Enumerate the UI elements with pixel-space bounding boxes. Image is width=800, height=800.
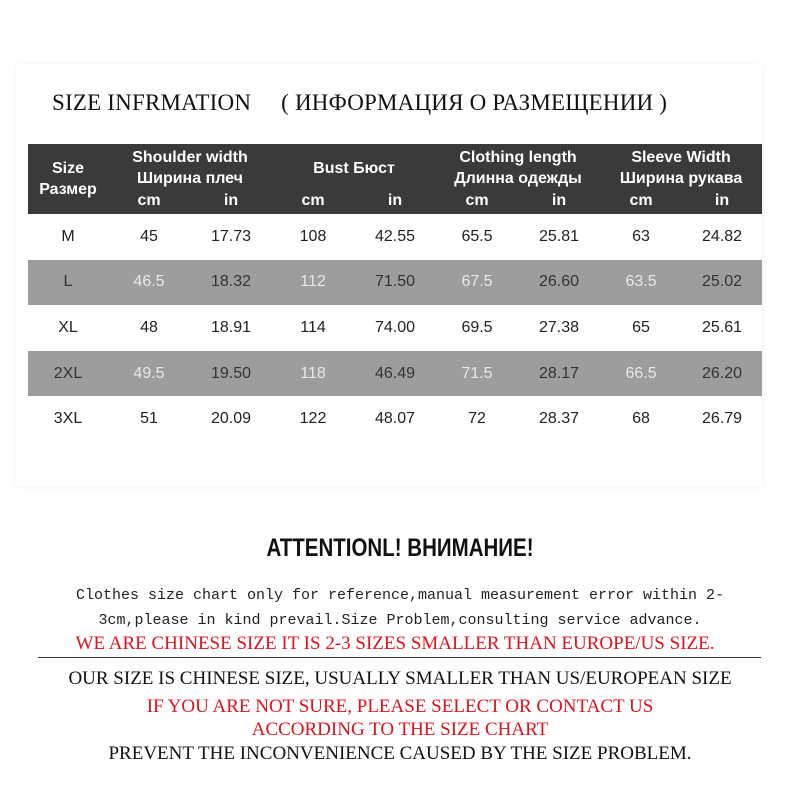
table-cell: 48.07 xyxy=(374,410,416,428)
table-cell: 49.5 xyxy=(133,364,165,382)
group-header-line2: Ширина рукава xyxy=(619,170,743,187)
size-notice-line: OUR SIZE IS CHINESE SIZE, USUALLY SMALLER THAN US/EUROPEAN SIZE xyxy=(68,668,732,689)
table-cell: 65.5 xyxy=(461,227,493,245)
unit-cm-header: cm xyxy=(465,192,489,209)
size-chart-notice-line: ACCORDING TO THE SIZE CHART xyxy=(251,719,549,740)
size-column-header xyxy=(28,144,108,214)
size-cell: XL xyxy=(58,318,78,336)
chinese-size-warning: WE ARE CHINESE SIZE IT IS 2-3 SIZES SMALLER THAN EUROPE/US SIZE. xyxy=(75,633,715,654)
table-cell: 25.61 xyxy=(702,318,743,336)
table-cell: 28.37 xyxy=(539,410,580,428)
table-cell: 42.55 xyxy=(374,227,416,245)
group-header-line1: Clothing length xyxy=(459,149,577,166)
table-cell: 108 xyxy=(299,227,327,245)
table-cell: 20.09 xyxy=(210,410,252,428)
table-cell: 69.5 xyxy=(461,318,493,336)
unit-in-header: in xyxy=(387,192,403,209)
size-cell: L xyxy=(63,273,73,291)
table-row xyxy=(28,260,762,306)
sleeve-width-header xyxy=(600,144,762,192)
table-cell: 17.73 xyxy=(210,227,252,245)
unit-in-header: in xyxy=(223,192,239,209)
group-header-line1: Bust Бюст xyxy=(313,159,395,177)
disclaimer-note xyxy=(20,583,780,633)
table-cell: 26.20 xyxy=(702,364,743,382)
size-cell: 3XL xyxy=(53,410,83,428)
table-cell: 28.17 xyxy=(539,364,580,382)
size-table xyxy=(28,144,762,442)
inconvenience-notice-line: PREVENT THE INCONVENIENCE CAUSED BY THE SIZE PROBLEM. xyxy=(108,743,692,764)
unit-header-row xyxy=(28,192,762,214)
table-cell: 74.00 xyxy=(374,318,416,336)
table-cell: 25.02 xyxy=(702,273,743,291)
table-cell: 46.49 xyxy=(374,364,416,382)
table-cell: 25.81 xyxy=(539,227,580,245)
size-header-ru: Размер xyxy=(39,181,97,198)
unit-cm-header: cm xyxy=(301,192,325,209)
table-cell: 18.32 xyxy=(210,273,252,291)
table-cell: 48 xyxy=(140,318,158,336)
group-header-line2: Длинна одежды xyxy=(454,170,582,187)
size-header-en: Size xyxy=(51,160,84,177)
size-cell: 2XL xyxy=(53,364,83,382)
table-cell: 51 xyxy=(140,410,158,428)
page-title xyxy=(52,90,772,120)
title-russian: ( ИНФОРМАЦИЯ О РАЗМЕЩЕНИИ ) xyxy=(281,90,668,115)
table-cell: 27.38 xyxy=(539,318,580,336)
table-cell: 71.5 xyxy=(461,364,493,382)
table-cell: 24.82 xyxy=(702,227,743,245)
divider xyxy=(38,657,761,658)
table-row xyxy=(28,396,762,442)
disclaimer-line-2: 3cm,please in kind prevail.Size Problem,consulting service advance. xyxy=(98,612,702,629)
table-cell: 122 xyxy=(299,410,327,428)
table-cell: 46.5 xyxy=(133,273,165,291)
group-header-line1: Sleeve Width xyxy=(631,149,731,166)
table-cell: 18.91 xyxy=(210,318,252,336)
table-cell: 118 xyxy=(300,364,326,382)
table-row xyxy=(28,351,762,397)
table-cell: 68 xyxy=(632,410,650,428)
size-cell: M xyxy=(61,227,75,245)
contact-notice-line: IF YOU ARE NOT SURE, PLEASE SELECT OR CONTACT US xyxy=(146,696,654,717)
table-cell: 26.79 xyxy=(702,410,743,428)
unit-cm-header: cm xyxy=(137,192,161,209)
group-header-line1: Shoulder width xyxy=(132,149,248,166)
table-cell: 66.5 xyxy=(625,364,657,382)
title-english: SIZE INFRMATION xyxy=(52,90,252,115)
clothing-length-header xyxy=(436,144,600,192)
shoulder-width-header xyxy=(108,144,272,192)
attention-heading: ATTENTIONL! ВНИМАНИЕ! xyxy=(266,534,534,562)
table-row xyxy=(28,305,762,351)
table-cell: 71.50 xyxy=(374,273,416,291)
size-table-wrap xyxy=(28,144,762,442)
unit-in-header: in xyxy=(714,192,730,209)
unit-in-header: in xyxy=(551,192,567,209)
table-cell: 19.50 xyxy=(210,364,252,382)
table-cell: 45 xyxy=(140,227,158,245)
table-cell: 26.60 xyxy=(539,273,580,291)
table-header-row xyxy=(28,144,762,192)
bust-header xyxy=(272,144,436,192)
table-cell: 63.5 xyxy=(625,273,657,291)
unit-cm-header: cm xyxy=(629,192,653,209)
table-cell: 67.5 xyxy=(461,273,493,291)
table-cell: 63 xyxy=(632,227,650,245)
table-cell: 65 xyxy=(632,318,650,336)
table-cell: 114 xyxy=(300,318,326,336)
table-cell: 112 xyxy=(300,273,326,291)
group-header-line2: Ширина плеч xyxy=(137,170,243,187)
table-row xyxy=(28,214,762,260)
table-cell: 72 xyxy=(468,410,486,428)
disclaimer-line-1: Clothes size chart only for reference,manual measurement error within 2- xyxy=(75,587,725,604)
